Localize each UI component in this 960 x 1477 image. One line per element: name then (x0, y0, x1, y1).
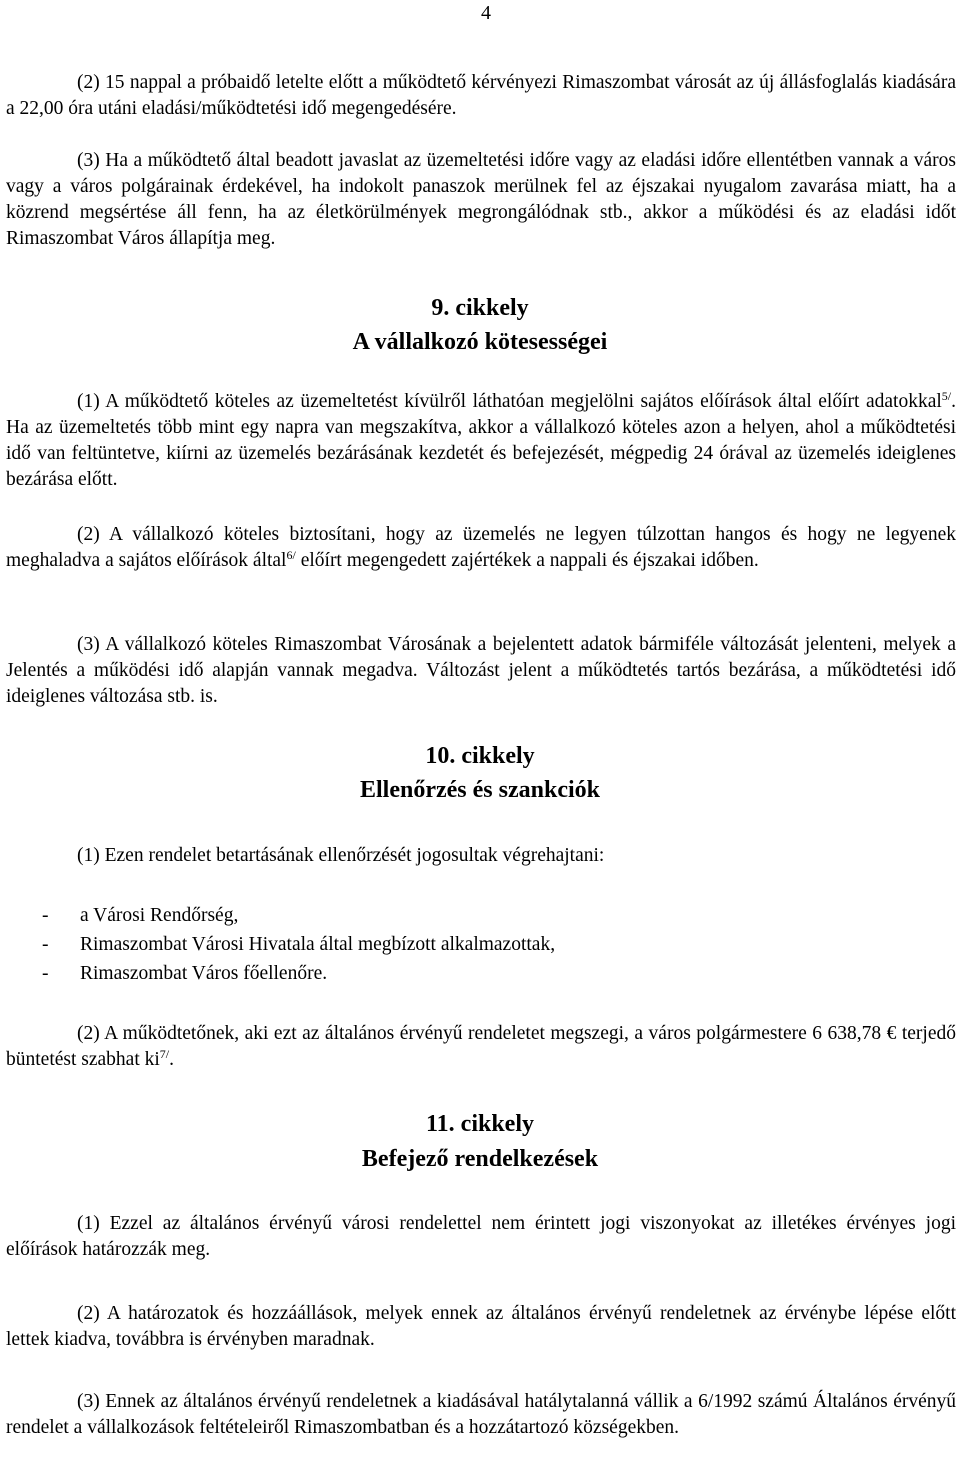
paragraph-9-2-text-a: (2) A vállalkozó köteles biztosítani, hogy az üzemelés ne legyen túlzottan hangos és hogy ne legyenek meghaladva a sajátos előírások által (6, 524, 956, 571)
list-dash: - (42, 905, 49, 926)
paragraph-9-1-text-a: (1) A működtető köteles az üzemeltetést kívülről láthatóan megjelölni sajátos előírások által előírt adatokkal (77, 391, 942, 412)
list-item (42, 961, 327, 987)
page-number: 4 (481, 2, 491, 24)
paragraph-11-1: (1) Ezzel az általános érvényű városi rendelettel nem érintett jogi viszonyokat az illetékes érvényes jogi előírások határozzák meg. (6, 1213, 956, 1260)
list-item-text: Rimaszombat Város főellenőre. (80, 963, 328, 984)
list-dash: - (42, 934, 49, 955)
paragraph-10-2-text-a: (2) A működtetőnek, aki ezt az általános érvényű rendeletet megszegi, a város polgármestere 6 638,78 € terjedő büntetést szabhat ki (6, 1023, 956, 1070)
paragraph-8-3: (3) Ha a működtető által beadott javaslat az üzemeltetési időre vagy az eladási időre ellentétben vannak a város vagy a város polgárainak érdekével, ha indokolt panaszok merülnek fel az éjszakai nyugalom zavarása miatt, ha a közrend megsértése áll fenn, ha az életkörülmények megrongálódnak stb., akkor a működési és az eladási időt Rimaszombat Város állapítja meg. (6, 150, 956, 249)
list-item (42, 903, 238, 929)
article-10-number: 10. cikkely (425, 743, 535, 769)
list-item (42, 932, 555, 958)
paragraph-9-2-text-b: előírt megengedett zajértékek a nappali és éjszakai időben. (295, 550, 759, 571)
paragraph-9-1-text-b: . Ha az üzemeltetés több mint egy napra van megszakítva, akkor a vállalkozó köteles azon a helyen, ahol a működtetési idő van feltüntetve, kiírni az üzemelés bezárásának kezdetét és befejezését, mégpedig 24 órával az üzemelés ideiglenes bezárása előtt. (6, 391, 956, 490)
list-dash: - (42, 963, 49, 984)
paragraph-11-3: (3) Ennek az általános érvényű rendeletnek a kiadásával hatálytalanná vállik a 6/1992 számú Általános érvényű rendelet a vállalkozások feltételeiről Rimaszombatban és a hozzátartozó községekben. (6, 1391, 956, 1438)
paragraph-10-2-text-b: . (169, 1049, 175, 1070)
paragraph-9-3: (3) A vállalkozó köteles Rimaszombat Városának a bejelentett adatok bármiféle változását jelenteni, melyek a Jelentés a működési idő alapján vannak megadva. Változást jelent a működtetés tartós bezárása, a működtetési idő ideiglenes változása stb. is. (6, 634, 956, 707)
paragraph-10-1: (1) Ezen rendelet betartásának ellenőrzését jogosultak végrehajtani: (77, 845, 605, 866)
footnote-ref-5: 5/ (941, 389, 952, 403)
list-item-text: a Városi Rendőrség, (80, 905, 239, 926)
list-item-text: Rimaszombat Városi Hivatala által megbízott alkalmazottak, (80, 934, 556, 955)
paragraph-11-2: (2) A határozatok és hozzáállások, melyek ennek az általános érvényű rendeletnek az érvénybe lépése előtt lettek kiadva, továbbra is érvényben maradnak. (6, 1303, 956, 1350)
paragraph-10-2 (6, 1021, 956, 1073)
paragraph-9-1 (6, 389, 956, 493)
footnote-ref-6: 6/ (286, 548, 296, 562)
paragraph-8-2: (2) 15 nappal a próbaidő letelte előtt a működtető kérvényezi Rimaszombat városát az új állásfoglalás kiadására a 22,00 óra utáni eladási/működtetési idő megengedésére. (6, 72, 956, 119)
article-10-title: Ellenőrzés és szankciók (360, 777, 600, 803)
paragraph-9-2 (6, 522, 956, 574)
article-11-number: 11. cikkely (425, 1111, 534, 1137)
article-9-title: A vállalkozó kötesességei (352, 329, 608, 355)
article-11-title: Befejező rendelkezések (361, 1146, 599, 1172)
footnote-ref-7: 7/ (159, 1047, 170, 1061)
article-9-number: 9. cikkely (431, 295, 529, 321)
